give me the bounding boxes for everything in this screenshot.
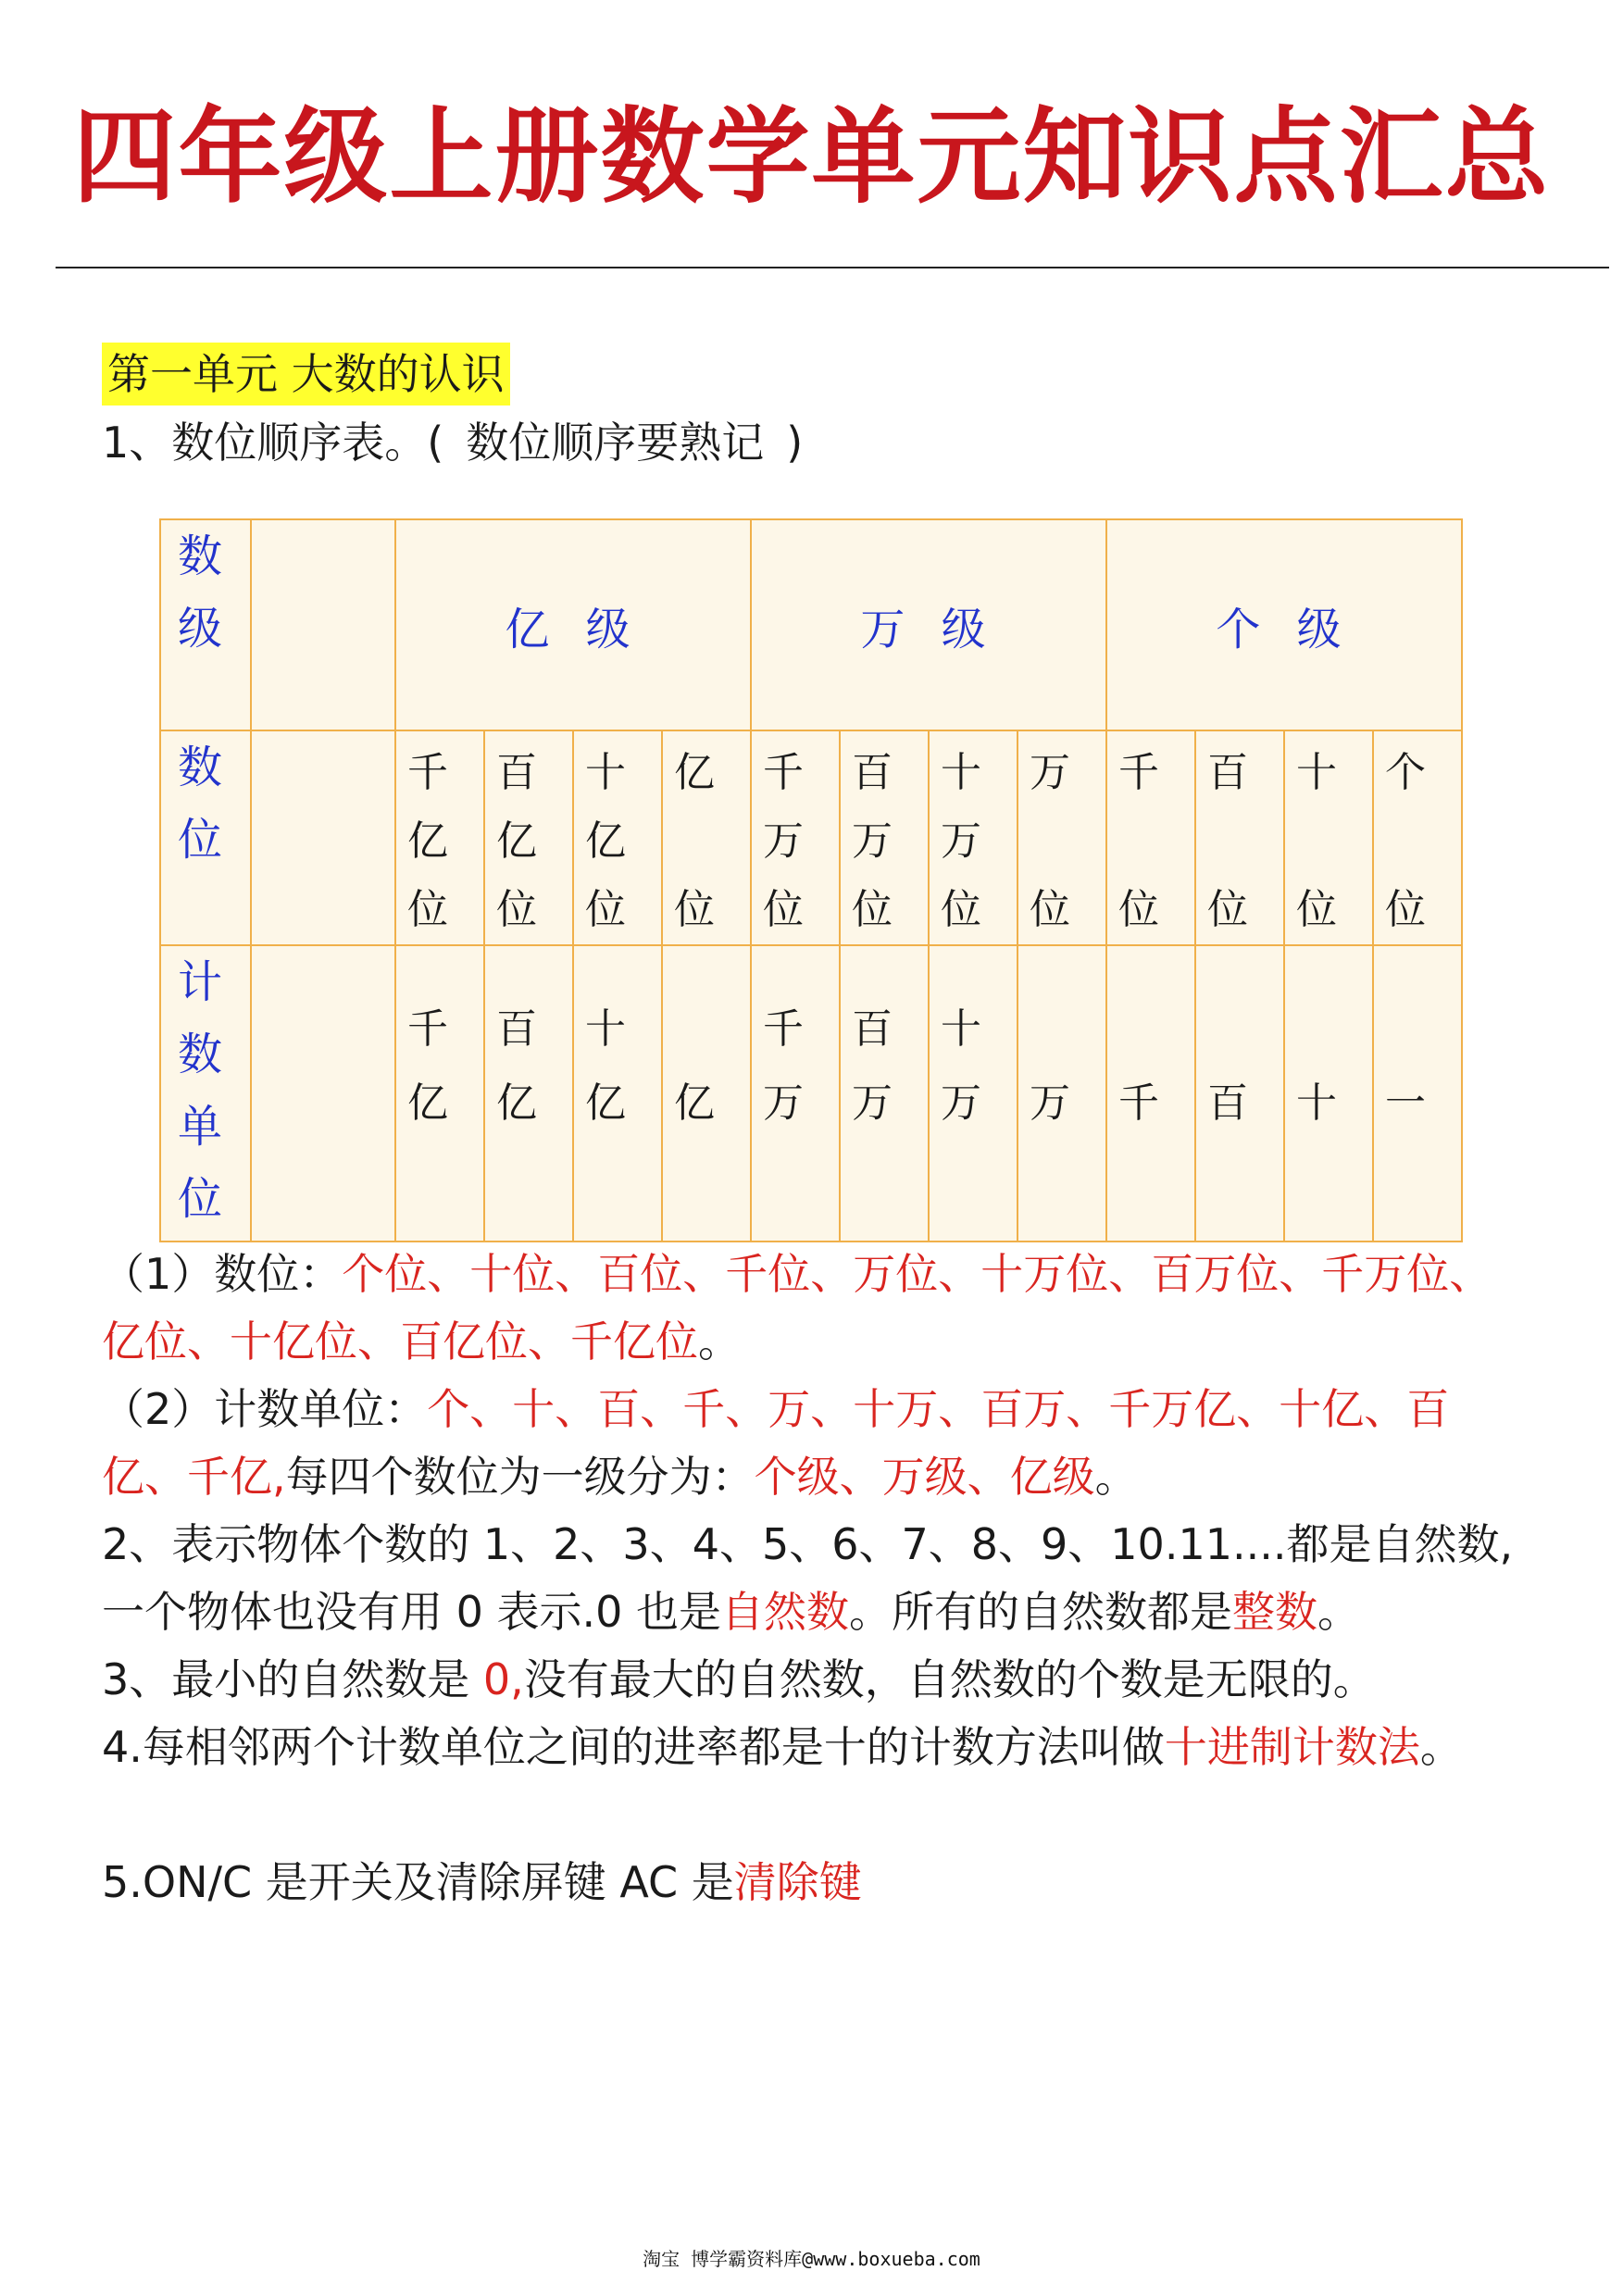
point-2-answer-levels: 个级、万级、亿级 (754, 1452, 1095, 1502)
counting-unit-cell: 千 (1106, 945, 1195, 1242)
counting-unit-cell: 千 万 (751, 945, 840, 1242)
item-3-smallest-natural (102, 1646, 1528, 1714)
place-value-table (159, 518, 1463, 1242)
counting-unit-cell: 千 亿 (395, 945, 484, 1242)
level-ge: 个 级 (1106, 519, 1462, 730)
counting-unit-cell: 百 亿 (484, 945, 573, 1242)
position-cell: 百 位 (1195, 730, 1284, 945)
level-yi: 亿 级 (395, 519, 751, 730)
position-cell: 十 万 位 (929, 730, 1017, 945)
item-4-text: 4.每相邻两个计数单位之间的进率都是十的计数方法叫做 (102, 1722, 1165, 1772)
position-cell: 万 位 (1017, 730, 1106, 945)
position-cell: 十 亿 位 (573, 730, 662, 945)
row-header-char: 位 (178, 1173, 223, 1225)
section-1-prefix: 1、数位顺序表。( (102, 418, 444, 468)
point-1-answer: 个位、十位、百位、千位、万位、十万位、百万位、千万位、亿位、十亿位、百亿位、千亿位 (102, 1249, 1492, 1366)
position-cell: 百 万 位 (840, 730, 929, 945)
document-title: 四年级上册数学单元知识点汇总 (72, 97, 1551, 218)
item-2-highlight: 自然数 (721, 1587, 850, 1637)
counting-unit-cell: 十 (1284, 945, 1373, 1242)
section-1-heading (102, 415, 803, 470)
position-cell: 百 亿 位 (484, 730, 573, 945)
level-wan: 万 级 (751, 519, 1106, 730)
item-4-text: 。 (1419, 1722, 1463, 1772)
counting-unit-cell: 百 (1195, 945, 1284, 1242)
position-cell: 个 位 (1373, 730, 1462, 945)
point-1-positions (102, 1241, 1528, 1376)
position-cell: 千 亿 位 (395, 730, 484, 945)
item-2-text: 。 (1317, 1587, 1361, 1637)
row-header-char: 数 (178, 530, 223, 582)
row-header-char: 位 (178, 814, 223, 866)
point-2-label: （2）计数单位： (102, 1384, 428, 1434)
counting-unit-cell: 十 万 (929, 945, 1017, 1242)
point-2-counting-units (102, 1376, 1528, 1511)
item-2-text: 。所有的自然数都是 (849, 1587, 1233, 1637)
item-4-decimal-system (102, 1714, 1528, 1781)
unit-heading: 第一单元 大数的认识 (102, 343, 510, 406)
row-header-char: 级 (178, 603, 223, 655)
point-1-label: （1）数位： (102, 1249, 343, 1299)
row-header-level (160, 519, 251, 730)
positions-row (160, 730, 1462, 945)
position-cell: 亿 位 (662, 730, 751, 945)
item-3-text: 3、最小的自然数是 (102, 1654, 483, 1704)
counting-unit-cell: 一 (1373, 945, 1462, 1242)
footer-watermark: 淘宝 博学霸资料库@www.boxueba.com (643, 2248, 980, 2270)
position-cell: 千 万 位 (751, 730, 840, 945)
item-5-calculator-keys (102, 1849, 1528, 1916)
point-2-mid: 每四个数位为一级分为： (285, 1452, 755, 1502)
counting-units-row (160, 945, 1462, 1242)
blank-cell (251, 730, 395, 945)
section-1-suffix: ) (786, 418, 804, 468)
row-header-char: 数 (178, 1029, 223, 1080)
position-cell: 千 位 (1106, 730, 1195, 945)
item-5-text: 5.ON/C 是开关及清除屏键 AC 是 (102, 1857, 734, 1907)
counting-unit-cell: 万 (1017, 945, 1106, 1242)
row-header-char: 计 (178, 956, 223, 1008)
title-divider (56, 267, 1609, 268)
item-3-highlight: 0, (482, 1654, 524, 1704)
position-cell: 十 位 (1284, 730, 1373, 945)
row-header-counting-unit (160, 945, 251, 1242)
counting-unit-cell: 十 亿 (573, 945, 662, 1242)
row-header-char: 数 (178, 742, 223, 793)
section-1-note: 数位顺序要熟记 (466, 418, 765, 468)
point-1-end: 。 (698, 1316, 741, 1366)
row-header-position (160, 730, 251, 945)
item-3-text: 没有最大的自然数，自然数的个数是无限的。 (523, 1654, 1376, 1704)
item-5-highlight: 清除键 (733, 1857, 862, 1907)
item-2-natural-numbers (102, 1511, 1528, 1646)
item-4-highlight: 十进制计数法 (1164, 1722, 1420, 1772)
point-2-answer: 个、十、百、千、万、十万、百万、千万亿、十亿、百亿、千亿, (102, 1384, 1450, 1502)
point-2-end: 。 (1094, 1452, 1138, 1502)
counting-unit-cell: 百 万 (840, 945, 929, 1242)
blank-cell (251, 519, 395, 730)
blank-cell (251, 945, 395, 1242)
item-2-text: 2、表示物体个数的 1、2、3、4、5、6、7、8、9、10.11....都是自然数,一个物体也没有用 0 表示.0 也是 (102, 1519, 1514, 1637)
row-header-char: 单 (178, 1101, 223, 1153)
item-2-highlight: 整数 (1232, 1587, 1318, 1637)
counting-unit-cell: 亿 (662, 945, 751, 1242)
